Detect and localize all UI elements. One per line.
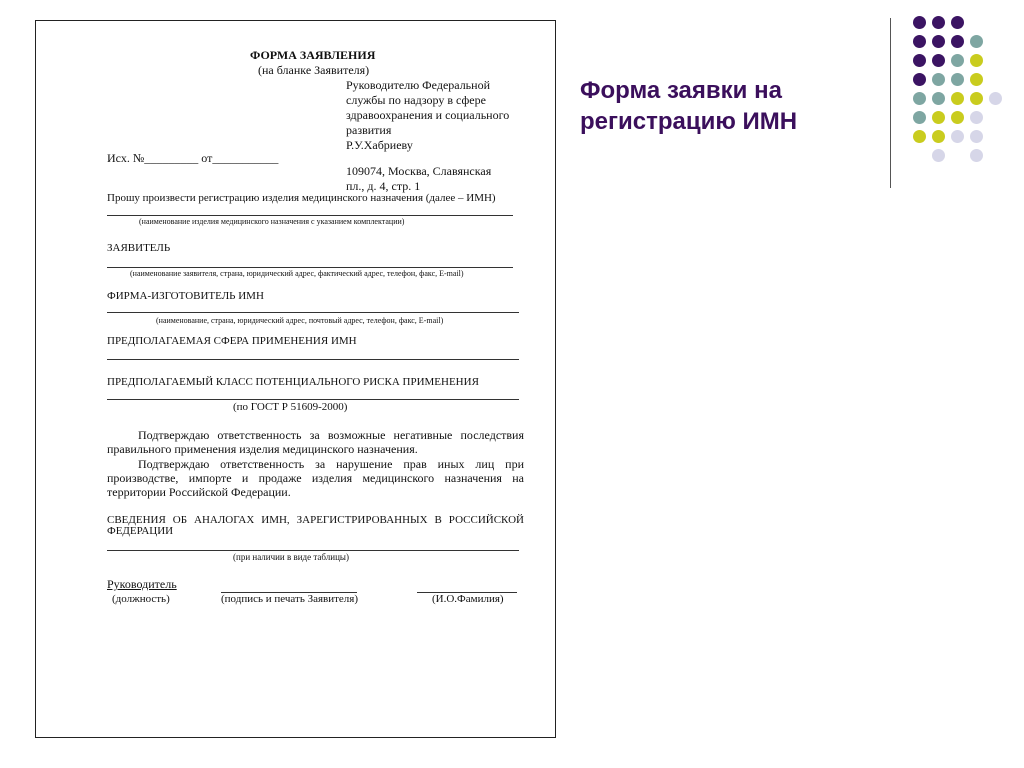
decor-dot <box>970 54 983 67</box>
confirm-line: территории Российской Федерации. <box>107 485 291 499</box>
request-hint: (наименование изделия медицинского назначения с указанием комплектации) <box>139 217 405 226</box>
analogs-label: ФЕДЕРАЦИИ <box>107 525 174 537</box>
name-caption: (И.О.Фамилия) <box>432 593 504 605</box>
confirm-line: производстве, импорте и продаже изделия медицинского назначения на <box>107 471 524 485</box>
decor-dot <box>951 16 964 29</box>
decor-dot <box>932 73 945 86</box>
decor-dot <box>913 16 926 29</box>
manufacturer-label: ФИРМА-ИЗГОТОВИТЕЛЬ ИМН <box>107 290 264 302</box>
address-line: пл., д. 4, стр. 1 <box>346 179 421 193</box>
scope-label: ПРЕДПОЛАГАЕМАЯ СФЕРА ПРИМЕНЕНИЯ ИМН <box>107 335 357 347</box>
decor-dot <box>951 92 964 105</box>
decor-dot <box>970 73 983 86</box>
decor-dot <box>951 73 964 86</box>
request-text: Прошу произвести регистрацию изделия медицинского назначения (далее – ИМН) <box>107 192 496 204</box>
decor-dot <box>970 149 983 162</box>
decor-dot <box>913 35 926 48</box>
confirm-line: правильного применения изделия медицинского назначения. <box>107 442 418 456</box>
decor-dot <box>932 130 945 143</box>
slide-title: Форма заявки на регистрацию ИМН <box>580 77 798 135</box>
address-line: 109074, Москва, Славянская <box>346 164 492 178</box>
signature-caption: (подпись и печать Заявителя) <box>221 593 359 605</box>
decor-dot <box>989 92 1002 105</box>
fill-line <box>107 267 513 268</box>
fill-line <box>107 550 519 551</box>
confirm-line: Подтверждаю ответственность за возможные негативные последствия <box>138 428 524 442</box>
decor-dot <box>951 130 964 143</box>
form-subtitle: (на бланке Заявителя) <box>258 63 370 77</box>
decor-dot <box>932 54 945 67</box>
applicant-hint: (наименование заявителя, страна, юридический адрес, фактический адрес, телефон, факс, E-mail) <box>130 269 464 278</box>
risk-hint: (по ГОСТ Р 51609-2000) <box>233 401 348 413</box>
risk-class-label: ПРЕДПОЛАГАЕМЫЙ КЛАСС ПОТЕНЦИАЛЬНОГО РИСКА ПРИМЕНЕНИЯ <box>107 376 479 388</box>
decor-dot <box>932 35 945 48</box>
decor-dot <box>932 111 945 124</box>
analogs-label: СВЕДЕНИЯ ОБ АНАЛОГАХ ИМН, ЗАРЕГИСТРИРОВАННЫХ В РОССИЙСКОЙ <box>107 514 524 526</box>
fill-line <box>107 312 519 313</box>
outgoing-number: Исх. №_________ от___________ <box>107 151 279 165</box>
addressee-name: Р.У.Хабриеву <box>346 138 413 152</box>
decor-dot <box>951 111 964 124</box>
analogs-hint: (при наличии в виде таблицы) <box>233 552 349 562</box>
application-form-document <box>35 20 556 738</box>
addressee-line: Руководителю Федеральной <box>346 78 490 92</box>
applicant-label: ЗАЯВИТЕЛЬ <box>107 242 171 254</box>
manufacturer-hint: (наименование, страна, юридический адрес, почтовый адрес, телефон, факс, E-mail) <box>156 316 444 325</box>
decor-dot <box>913 111 926 124</box>
divider-line <box>890 18 891 188</box>
decor-dot <box>951 54 964 67</box>
addressee-line: развития <box>346 123 392 137</box>
form-title: ФОРМА ЗАЯВЛЕНИЯ <box>250 48 376 62</box>
addressee-line: здравоохранения и социального <box>346 108 510 122</box>
decor-dot <box>951 35 964 48</box>
position-caption: (должность) <box>112 593 170 605</box>
decor-dot <box>913 92 926 105</box>
decor-dot <box>913 130 926 143</box>
decor-dot <box>970 111 983 124</box>
decor-dot <box>932 16 945 29</box>
decor-dot <box>913 73 926 86</box>
decor-dot <box>970 35 983 48</box>
decor-dot <box>970 92 983 105</box>
signature-head: Руководитель <box>107 577 177 591</box>
fill-line <box>107 215 513 216</box>
addressee-line: службы по надзору в сфере <box>346 93 486 107</box>
decor-dot <box>913 54 926 67</box>
confirm-line: Подтверждаю ответственность за нарушение прав иных лиц при <box>138 457 524 471</box>
decor-dot <box>970 130 983 143</box>
decor-dot <box>932 149 945 162</box>
fill-line <box>107 399 519 400</box>
decor-dot <box>932 92 945 105</box>
fill-line <box>107 359 519 360</box>
